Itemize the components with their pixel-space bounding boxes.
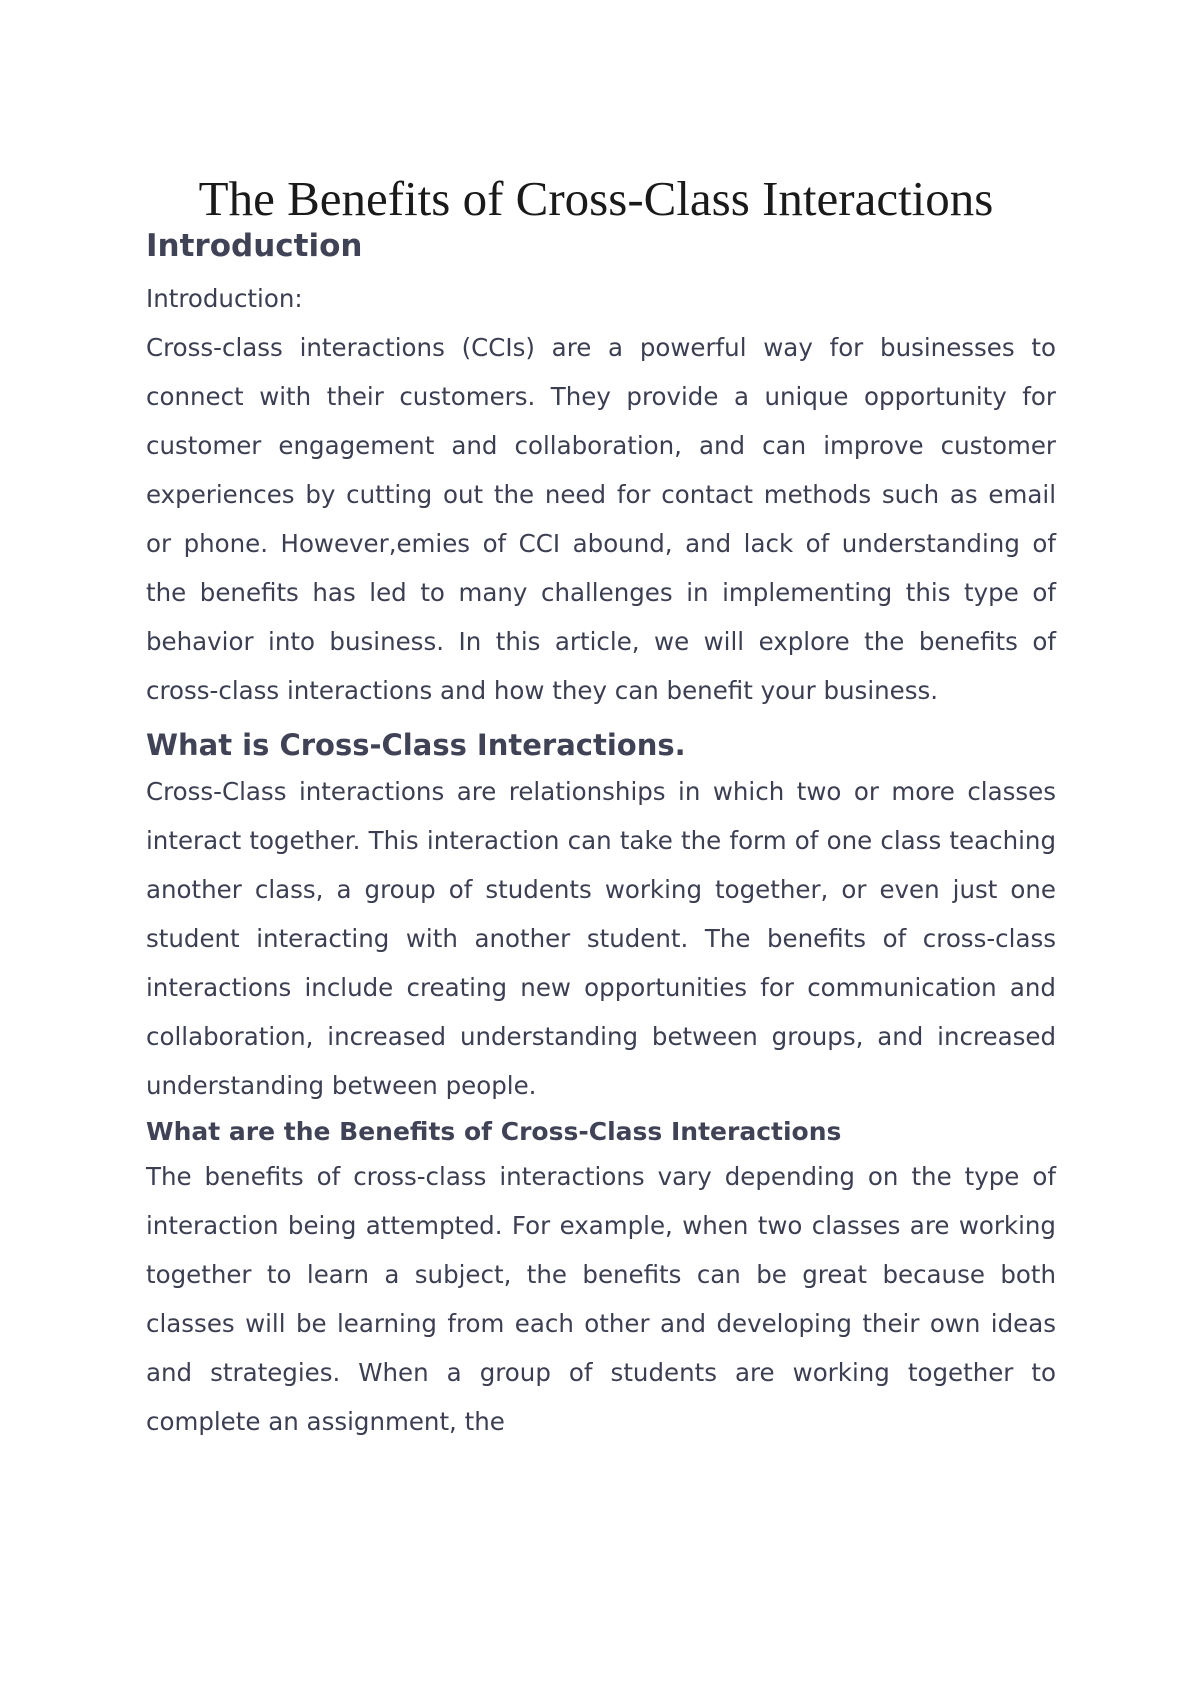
introduction-paragraph: Cross-class interactions (CCIs) are a powerful way for businesses to connect with their customers. They provide a unique opportunity for customer engagement and collaboration, and can improve customer experiences by cutting out the need for contact methods such as email or phone. However,emies of CCI abound, and lack of understanding of the benefits has led to many challenges in implementing this type of behavior into business. In this article, we will explore the benefits of cross-class interactions and how they can benefit your business. [146,333,1056,705]
section-heading-introduction: Introduction [146,228,363,264]
section-heading-benefits: What are the Benefits of Cross-Class Interactions [146,1117,842,1146]
what-is-paragraph: Cross-Class interactions are relationships in which two or more classes interact together. This interaction can take the form of one class teaching another class, a group of students working together, or even just one student interacting with another student. The benefits of cross-class interactions include creating new opportunities for communication and collaboration, increased understanding between groups, and increased understanding between people. [146,777,1056,1100]
introduction-label: Introduction: [146,284,303,313]
document-title: The Benefits of Cross-Class Interactions [198,171,994,226]
document-content [146,168,1056,1446]
section-heading-what-is: What is Cross-Class Interactions. [146,728,686,762]
benefits-paragraph: The benefits of cross-class interactions vary depending on the type of interaction being attempted. For example, when two classes are working together to learn a subject, the benefits can be great because both classes will be learning from each other and developing their own ideas and strategies. When a group of students are working together to complete an assignment, the [146,1162,1056,1436]
